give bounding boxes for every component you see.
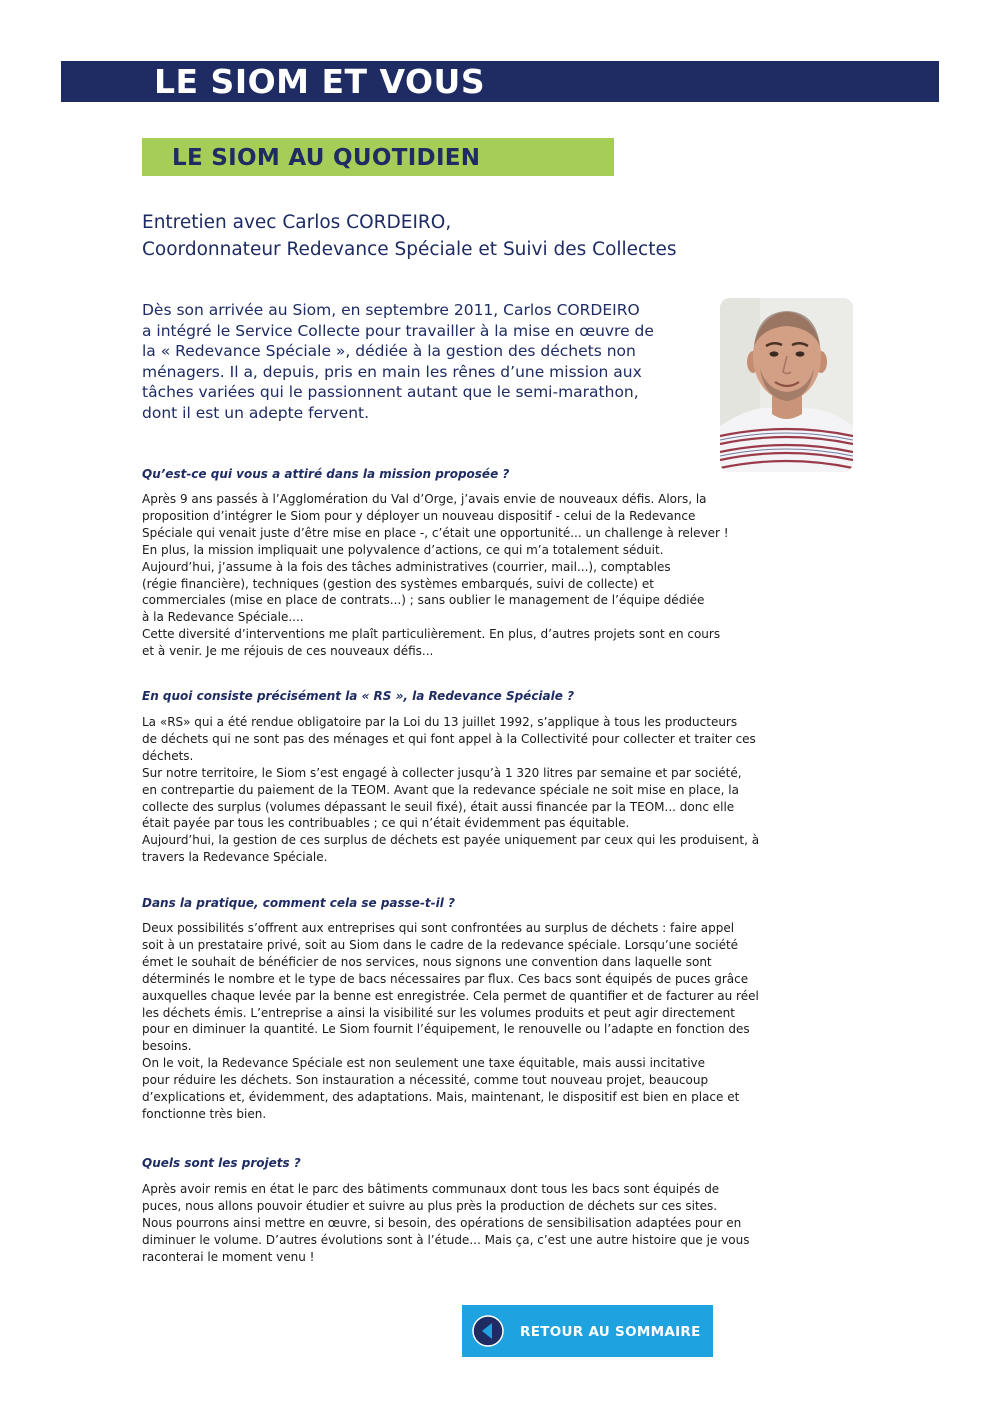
answer-line: Après avoir remis en état le parc des bâtiments communaux dont tous les bacs sont équipés de (142, 1182, 720, 1196)
answer-line: pour réduire les déchets. Son instauration a nécessité, comme tout nouveau projet, beaucoup (142, 1073, 709, 1088)
arrow-left-circle-icon (472, 1315, 504, 1347)
back-to-summary-button[interactable] (462, 1305, 713, 1357)
question-heading: Dans la pratique, comment cela se passe-t-il ? (142, 896, 456, 910)
answer-paragraph (142, 1181, 750, 1266)
answer-line: pour en diminuer la quantité. Le Siom fournit l’équipement, le renouvelle ou l’adapte en fonction des (142, 1022, 750, 1037)
section-banner (61, 61, 939, 102)
answer-line: travers la Redevance Spéciale. (142, 850, 328, 865)
answer-line: déchets. (142, 748, 194, 763)
answer-line: Nous pourrons ainsi mettre en œuvre, si besoin, des opérations de sensibilisation adaptées pour en (142, 1215, 742, 1230)
subsection-title: LE SIOM AU QUOTIDIEN (172, 145, 481, 171)
answer-line: On le voit, la Redevance Spéciale est non seulement une taxe équitable, mais aussi incitative (142, 1056, 706, 1071)
intro-line: la « Redevance Spéciale », dédiée à la gestion des déchets non (142, 342, 636, 360)
answer-line: En plus, la mission impliquait une polyvalence d’actions, ce qui m’a totalement séduit. (142, 542, 664, 557)
answer-line: émet le souhait de bénéficier de nos services, nous signons une convention dans laquelle sont (142, 954, 712, 969)
answer-line: besoins. (142, 1039, 192, 1054)
question-heading: Quels sont les projets ? (142, 1156, 301, 1170)
answer-paragraph (142, 714, 760, 866)
interview-title (142, 209, 842, 263)
interview-title-line: Entretien avec Carlos CORDEIRO, (142, 212, 452, 233)
subsection-banner (142, 138, 614, 176)
question-heading: En quoi consiste précisément la « RS », la Redevance Spéciale ? (142, 689, 575, 703)
answer-line: fonctionne très bien. (142, 1106, 267, 1121)
answer-line: puces, nous allons pouvoir étudier et suivre au plus près la production de déchets sur ces sites. (142, 1198, 718, 1213)
answer-line: Sur notre territoire, le Siom s’est engagé à collecter jusqu’à 1 320 litres par semaine et par société, (142, 765, 742, 780)
answer-line: à la Redevance Spéciale.... (142, 610, 304, 625)
interview-title-line: Coordonnateur Redevance Spéciale et Suivi des Collectes (142, 239, 677, 260)
intro-line: tâches variées qui le passionnent autant que le semi-marathon, (142, 383, 639, 401)
answer-line: de déchets qui ne sont pas des ménages et qui font appel à la Collectivité pour collecter et traiter ces (142, 731, 756, 746)
portrait-photo (720, 298, 853, 472)
intro-paragraph (142, 300, 682, 423)
answer-line: d’explications et, évidemment, des adaptations. Mais, maintenant, le dispositif est bien en place et (142, 1090, 740, 1105)
section-title: LE SIOM ET VOUS (154, 62, 486, 101)
answer-line: auxquelles chaque levée par la benne est enregistrée. Cela permet de quantifier et de facturer au réel (142, 988, 759, 1003)
answer-line: Aujourd’hui, j’assume à la fois des tâches administratives (courrier, mail...), comptables (142, 559, 671, 574)
intro-line: Dès son arrivée au Siom, en septembre 2011, Carlos CORDEIRO (142, 301, 640, 319)
answer-line: collecte des surplus (volumes dépassant le seuil fixé), était aussi financée par la TEOM... donc elle (142, 799, 735, 814)
answer-line: La «RS» qui a été rendue obligatoire par la Loi du 13 juillet 1992, s’applique à tous les producteurs (142, 715, 738, 729)
intro-line: ménagers. Il a, depuis, pris en main les rênes d’une mission aux (142, 362, 642, 381)
answer-paragraph (142, 491, 729, 660)
answer-line: soit à un prestataire privé, soit au Siom dans le cadre de la redevance spéciale. Lorsqu’une société (142, 937, 739, 952)
question-heading: Qu’est-ce qui vous a attiré dans la mission proposée ? (142, 467, 510, 481)
answer-line: Spéciale qui venait juste d’être mise en place -, c’était une opportunité... un challenge à relever ! (142, 525, 729, 540)
intro-line: a intégré le Service Collecte pour travailler à la mise en œuvre de (142, 321, 654, 340)
answer-line: Deux possibilités s’offrent aux entreprises qui sont confrontées au surplus de déchets : faire appel (142, 921, 735, 935)
answer-line: en contrepartie du paiement de la TEOM. Avant que la redevance spéciale ne soit mise en place, la (142, 782, 739, 797)
answer-line: était payée par tous les contribuables ; ce qui n’était évidemment pas équitable. (142, 816, 630, 831)
answer-paragraph (142, 920, 759, 1123)
answer-line: (régie financière), techniques (gestion des systèmes embarqués, suivi de collecte) et (142, 576, 654, 591)
answer-line: les déchets émis. L’entreprise a ainsi la visibilité sur les volumes produits et peut agir directement (142, 1005, 735, 1020)
answer-line: raconterai le moment venu ! (142, 1249, 315, 1264)
answer-line: Cette diversité d’interventions me plaît particulièrement. En plus, d’autres projets sont en cours (142, 627, 721, 642)
answer-line: diminuer le volume. D’autres évolutions sont à l’étude... Mais ça, c’est une autre histoire que je vous (142, 1232, 750, 1247)
answer-line: déterminés le nombre et le type de bacs nécessaires par flux. Ces bacs sont équipés de puces grâce (142, 971, 749, 986)
back-to-summary-label: RETOUR AU SOMMAIRE (520, 1324, 701, 1340)
answer-line: proposition d’intégrer le Siom pour y déployer un nouveau dispositif - celui de la Redevance (142, 508, 696, 523)
answer-line: commerciales (mise en place de contrats...) ; sans oublier le management de l’équipe dédiée (142, 593, 705, 608)
answer-line: et à venir. Je me réjouis de ces nouveaux défis... (142, 644, 434, 659)
answer-line: Aujourd’hui, la gestion de ces surplus de déchets est payée uniquement par ceux qui les produisent, à (142, 833, 760, 848)
intro-line: dont il est un adepte fervent. (142, 403, 370, 422)
answer-line: Après 9 ans passés à l’Agglomération du Val d’Orge, j’avais envie de nouveaux défis. Alors, la (142, 492, 707, 506)
